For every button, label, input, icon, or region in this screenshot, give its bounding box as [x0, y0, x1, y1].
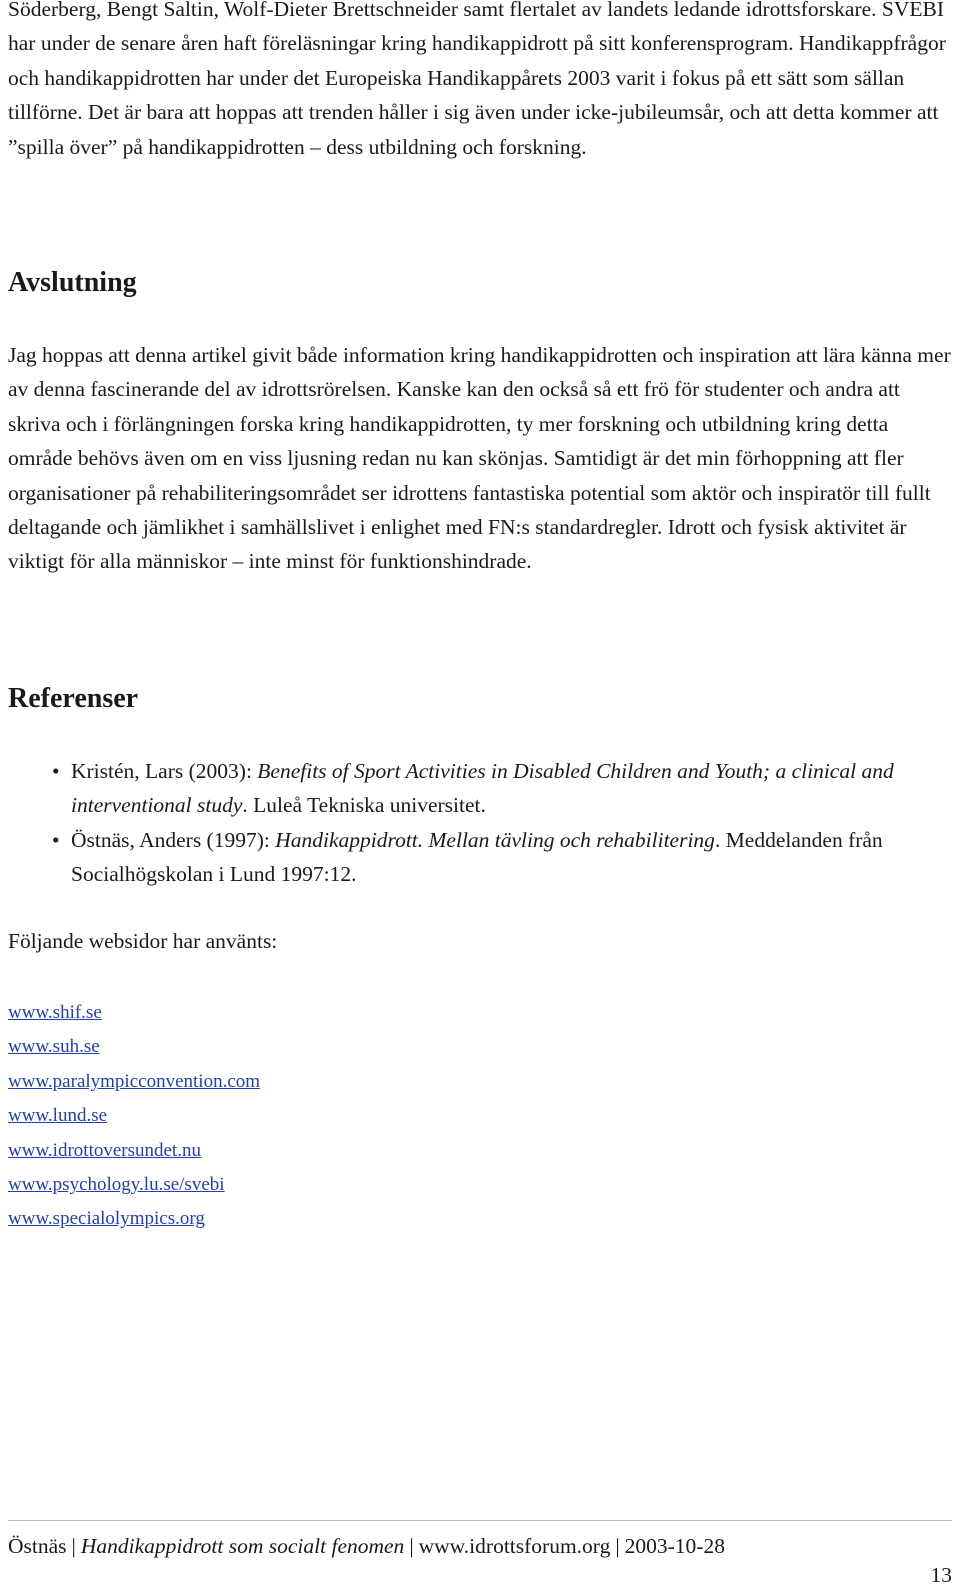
website-link-idrottoversundet[interactable]: www.idrottoversundet.nu [8, 1139, 201, 1161]
list-item [8, 1134, 260, 1168]
bullet-icon: • [52, 759, 60, 783]
website-link-psychology-svebi[interactable]: www.psychology.lu.se/svebi [8, 1174, 225, 1196]
website-link-list [8, 996, 260, 1237]
footer-title: Handikappidrott som socialt fenomen [80, 1534, 405, 1558]
website-link-specialolympics[interactable]: www.specialolympics.org [8, 1208, 205, 1230]
website-link-suh[interactable]: www.suh.se [8, 1036, 100, 1058]
footer-separator: | [615, 1534, 620, 1558]
heading-referenser: Referenser [8, 683, 139, 714]
footer-separator: | [409, 1534, 414, 1558]
reference-list [8, 754, 952, 892]
list-item [8, 1168, 260, 1202]
reference-title: Handikappidrott. Mellan tävling och rehabilitering [275, 827, 715, 852]
list-item [8, 1030, 260, 1064]
footer-separator: | [71, 1534, 76, 1558]
list-item [8, 1065, 260, 1099]
website-link-shif[interactable]: www.shif.se [8, 1002, 102, 1023]
reference-publisher: . Meddelanden från Socialhögskolan i Lund 1997:12. [71, 827, 883, 887]
list-item [8, 1099, 260, 1133]
avslutning-paragraph: Jag hoppas att denna artikel givit både information kring handikappidrotten och inspiration att lära känna mer av denna fascinerande del av idrottsrörelsen. Kanske kan den också så ett frö för studenter och andra att skriva och i förlängningen forska kring handikappidrotten, ty mer forskning och utbildning kring detta område behövs även om en viss ljusning redan nu kan skönjas. Samtidigt är det min förhoppning att fler organisationer på rehabiliteringsområdet ser idrottens fantastiska potential som aktör och inspiratör till fullt deltagande och jämlikhet i samhällslivet i enlighet med FN:s standardregler. Idrott och fysisk aktivitet är viktigt för alla människor – inte minst för funktionshindrade. [8, 343, 951, 574]
list-item [8, 1202, 260, 1236]
footer-site: www.idrottsforum.org [418, 1534, 611, 1558]
footer-author: Östnäs [8, 1534, 67, 1558]
page-number: 13 [930, 1563, 952, 1587]
page-footer [8, 1531, 952, 1561]
list-item [8, 996, 260, 1030]
websites-intro: Följande websidor har använts: [8, 929, 278, 953]
reference-item [8, 823, 952, 892]
footer-divider [8, 1520, 952, 1521]
website-link-lund[interactable]: www.lund.se [8, 1105, 108, 1127]
reference-author: Kristén, Lars (2003): [71, 759, 258, 783]
reference-item [8, 754, 952, 823]
reference-publisher: . Luleå Tekniska universitet. [242, 793, 486, 818]
reference-author: Östnäs, Anders (1997): [71, 827, 276, 852]
heading-avslutning: Avslutning [8, 267, 137, 298]
reference-title: Benefits of Sport Activities in Disabled Children and Youth; a clinical and interventional study [71, 759, 894, 818]
footer-date: 2003-10-28 [624, 1534, 725, 1558]
bullet-icon: • [52, 827, 60, 852]
website-link-paralympicconvention[interactable]: www.paralympicconvention.com [8, 1070, 261, 1092]
intro-paragraph: Söderberg, Bengt Saltin, Wolf-Dieter Brettschneider samt flertalet av landets ledande idrottsforskare. SVEBI har under de senare åren haft föreläsningar kring handikappidrott på sitt konferensprogram. Handikappfrågor och handikappidrotten har under det Europeiska Handikappårets 2003 varit i fokus på ett sätt som sällan tillförne. Det är bara att hoppas att trenden håller i sig även under icke-jubileumsår, och att detta kommer att ”spilla över” på handikappidrotten – dess utbildning och forskning. [8, 0, 946, 159]
